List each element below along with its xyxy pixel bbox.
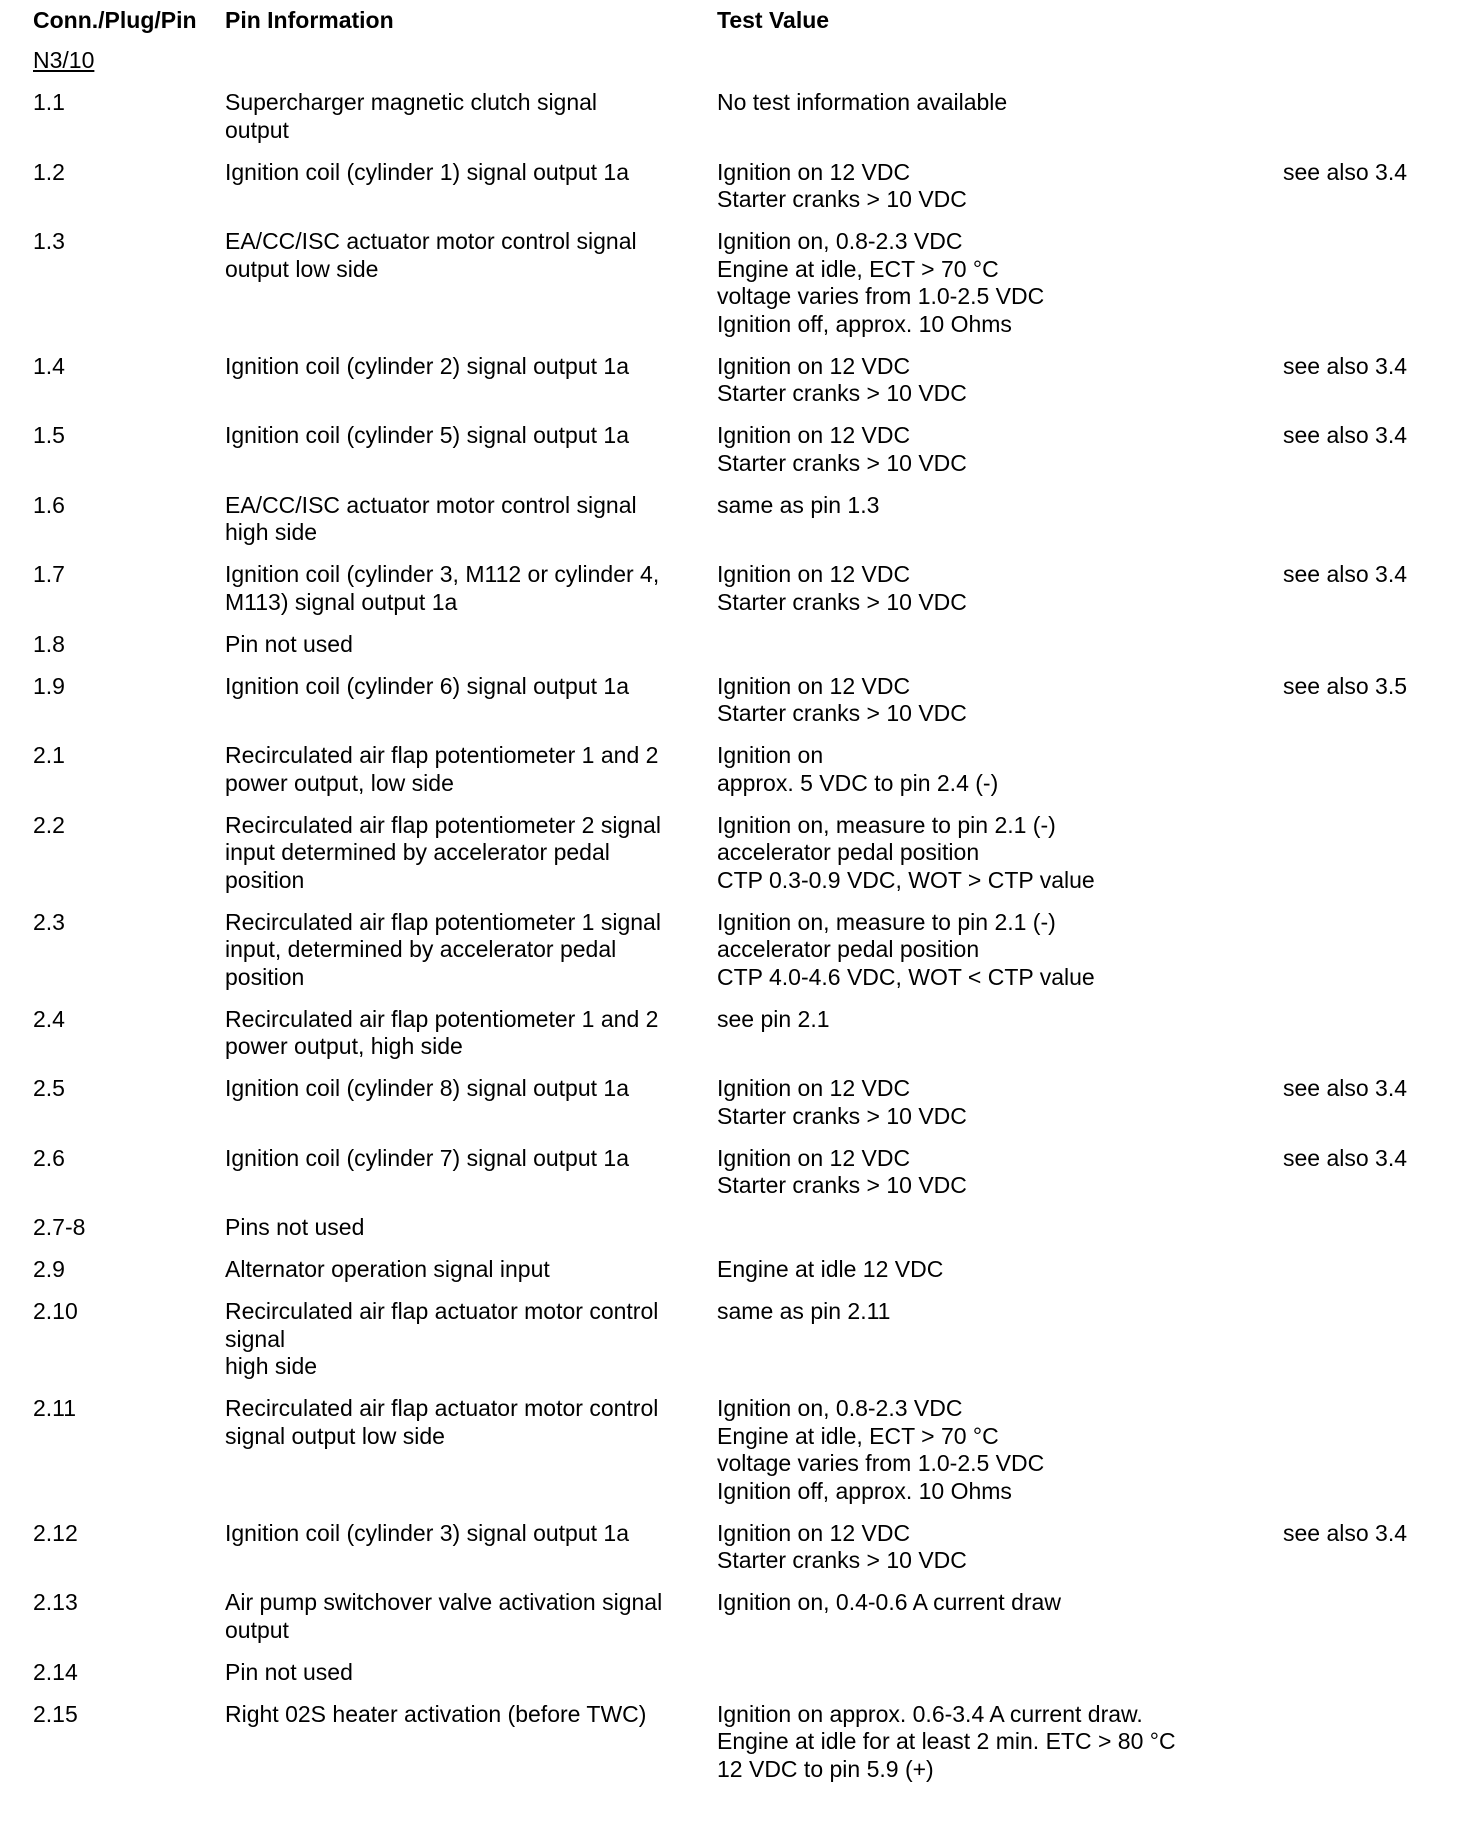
- pin-number: 1.4: [33, 352, 65, 379]
- pin-information-line: output low side: [225, 255, 379, 282]
- table-row: [33, 1589, 1453, 1659]
- pin-information: [225, 673, 713, 701]
- pin-number: 2.1: [33, 742, 65, 768]
- test-value-line: Starter cranks > 10 VDC: [717, 186, 967, 212]
- test-value-line: Ignition on 12 VDC: [717, 1075, 911, 1101]
- test-value-line: same as pin 2.11: [717, 1298, 891, 1324]
- test-value: [717, 1298, 1237, 1326]
- pin-information-line: Ignition coil (cylinder 3) signal output 1a: [225, 1519, 630, 1546]
- pin-information: [225, 1520, 713, 1548]
- see-also-note: see also 3.4: [1283, 561, 1408, 587]
- pin-information: [225, 742, 713, 797]
- table-row: [33, 159, 1453, 229]
- test-value-line: Engine at idle for at least 2 min. ETC > 80 °C: [717, 1728, 1176, 1754]
- test-value-line: Starter cranks > 10 VDC: [717, 1172, 967, 1198]
- test-value-line: Engine at idle, ECT > 70 °C: [717, 1422, 999, 1449]
- pin-information-line: signal output low side: [225, 1422, 445, 1449]
- pin-information-line: Right 02S heater activation (before TWC): [225, 1700, 647, 1727]
- pin-information-line: high side: [225, 1353, 318, 1379]
- pin-information: [225, 353, 713, 381]
- table-row: [33, 353, 1453, 423]
- table-row: [33, 1256, 1453, 1298]
- table-row: [33, 561, 1453, 631]
- table-row: [33, 228, 1453, 353]
- pin-information-line: Ignition coil (cylinder 2) signal output 1a: [225, 352, 630, 379]
- test-value-line: Starter cranks > 10 VDC: [717, 700, 967, 726]
- pin-information-line: signal: [225, 1325, 286, 1352]
- pin-number: 2.7-8: [33, 1214, 86, 1240]
- test-value: [717, 492, 1237, 520]
- test-value-line: Ignition off, approx. 10 Ohms: [717, 1477, 1012, 1504]
- test-value-line: Ignition on, 0.8-2.3 VDC: [717, 228, 963, 254]
- pin-information: [225, 228, 713, 283]
- pinout-document: [33, 0, 1453, 1798]
- pin-information-line: position: [225, 866, 305, 893]
- see-also-note: see also 3.4: [1283, 422, 1408, 448]
- pin-number: 1.7: [33, 561, 65, 587]
- table-row: [33, 89, 1453, 159]
- pin-number: 2.10: [33, 1298, 78, 1324]
- table-row: [33, 1298, 1453, 1395]
- see-also-note: see also 3.5: [1283, 672, 1408, 699]
- test-value: [717, 561, 1237, 616]
- pin-information: [225, 1298, 713, 1381]
- pin-information-line: Ignition coil (cylinder 3, M112 or cylinder 4,: [225, 561, 660, 587]
- pin-information-line: EA/CC/ISC actuator motor control signal: [225, 228, 637, 254]
- see-also-note: see also 3.4: [1283, 158, 1408, 185]
- test-value: [717, 1520, 1237, 1575]
- pin-number: 1.1: [33, 89, 65, 115]
- pin-information-line: Alternator operation signal input: [225, 1256, 550, 1282]
- pin-information-line: power output, low side: [225, 769, 454, 796]
- pin-information-line: Recirculated air flap potentiometer 2 signal: [225, 811, 661, 838]
- pin-information-line: Air pump switchover valve activation signal: [225, 1589, 663, 1615]
- connector-label: N3/10: [33, 47, 95, 73]
- pin-information: [225, 422, 713, 450]
- test-value-line: Ignition on 12 VDC: [717, 352, 911, 379]
- test-value-line: Ignition on approx. 0.6-3.4 A current draw.: [717, 1700, 1143, 1727]
- test-value-line: Ignition on, measure to pin 2.1 (-): [717, 908, 1056, 935]
- pin-information: [225, 812, 713, 895]
- test-value-line: No test information available: [717, 89, 1008, 115]
- pin-number: 2.2: [33, 811, 65, 838]
- test-value-line: Ignition on 12 VDC: [717, 1144, 911, 1171]
- header-pin-information: Pin Information: [225, 7, 394, 33]
- test-value-line: accelerator pedal position: [717, 839, 980, 865]
- pin-information: [225, 1145, 713, 1173]
- test-value: [717, 742, 1237, 797]
- pin-information-line: Ignition coil (cylinder 8) signal output 1a: [225, 1075, 630, 1101]
- test-value-line: approx. 5 VDC to pin 2.4 (-): [717, 769, 999, 796]
- pin-information-line: position: [225, 963, 305, 990]
- test-value-line: Ignition on 12 VDC: [717, 158, 911, 185]
- pin-information-line: Recirculated air flap potentiometer 1 and 2: [225, 742, 659, 768]
- pin-information-line: input, determined by accelerator pedal: [225, 936, 617, 962]
- pin-number: 1.3: [33, 228, 65, 254]
- test-value-line: Starter cranks > 10 VDC: [717, 449, 967, 476]
- table-row: [33, 1520, 1453, 1590]
- test-value: [717, 159, 1237, 214]
- pin-number: 2.5: [33, 1075, 65, 1101]
- pin-number: 2.13: [33, 1589, 78, 1615]
- header-test-value: Test Value: [717, 7, 830, 33]
- test-value: [717, 1701, 1237, 1784]
- pin-number: 2.12: [33, 1519, 78, 1546]
- header-pin: Conn./Plug/Pin: [33, 7, 197, 33]
- pin-information-line: Recirculated air flap potentiometer 1 and 2: [225, 1005, 659, 1032]
- test-value-line: Starter cranks > 10 VDC: [717, 588, 967, 615]
- test-value: [717, 1589, 1237, 1617]
- test-value-line: Engine at idle, ECT > 70 °C: [717, 255, 999, 282]
- test-value-line: Ignition on, 0.8-2.3 VDC: [717, 1395, 963, 1421]
- pin-information-line: Pins not used: [225, 1214, 365, 1240]
- table-row: [33, 1395, 1453, 1520]
- see-also-note: see also 3.4: [1283, 352, 1408, 379]
- table-row: [33, 1701, 1453, 1798]
- test-value-line: Starter cranks > 10 VDC: [717, 1102, 967, 1129]
- test-value-line: CTP 0.3-0.9 VDC, WOT > CTP value: [717, 866, 1095, 893]
- pin-information: [225, 909, 713, 992]
- pin-number: 2.9: [33, 1256, 65, 1282]
- table-row: [33, 742, 1453, 812]
- pin-information-line: Ignition coil (cylinder 6) signal output 1a: [225, 672, 630, 699]
- test-value-line: Ignition on: [717, 742, 824, 768]
- test-value-line: Starter cranks > 10 VDC: [717, 1547, 967, 1573]
- test-value-line: Ignition on 12 VDC: [717, 1519, 911, 1546]
- test-value-line: Starter cranks > 10 VDC: [717, 380, 967, 406]
- test-value-line: 12 VDC to pin 5.9 (+): [717, 1755, 934, 1782]
- pin-information-line: output: [225, 116, 289, 143]
- pin-information-line: input determined by accelerator pedal: [225, 839, 610, 865]
- test-value-line: Ignition on 12 VDC: [717, 672, 911, 699]
- pin-information-line: output: [225, 1616, 289, 1643]
- pin-information: [225, 631, 713, 659]
- test-value: [717, 353, 1237, 408]
- pin-information: [225, 89, 713, 144]
- see-also-note: see also 3.4: [1283, 1075, 1408, 1101]
- pin-information-line: Recirculated air flap actuator motor control: [225, 1298, 659, 1324]
- table-row: [33, 909, 1453, 1006]
- pin-information-line: Recirculated air flap actuator motor control: [225, 1395, 659, 1421]
- test-value: [717, 1006, 1237, 1034]
- test-value-line: voltage varies from 1.0-2.5 VDC: [717, 283, 1045, 309]
- pin-information: [225, 1701, 713, 1729]
- pin-information: [225, 1589, 713, 1644]
- pin-information: [225, 1659, 713, 1687]
- pin-information-line: Recirculated air flap potentiometer 1 signal: [225, 908, 661, 935]
- pin-number: 2.6: [33, 1144, 65, 1171]
- pin-number: 1.6: [33, 491, 65, 518]
- test-value: [717, 1256, 1237, 1284]
- test-value: [717, 909, 1237, 992]
- pin-information-line: EA/CC/ISC actuator motor control signal: [225, 491, 637, 518]
- table-row: [33, 1659, 1453, 1701]
- table-row: [33, 1075, 1453, 1145]
- pin-number: 1.2: [33, 158, 65, 185]
- pin-information-line: Pin not used: [225, 1658, 353, 1685]
- test-value: [717, 228, 1237, 338]
- table-row: [33, 492, 1453, 562]
- pin-number: 1.5: [33, 422, 65, 448]
- table-row: [33, 422, 1453, 492]
- pin-information: [225, 1006, 713, 1061]
- test-value: [717, 812, 1237, 895]
- table-header: [33, 0, 1453, 40]
- pin-information-line: power output, high side: [225, 1033, 463, 1059]
- test-value-line: Ignition on, measure to pin 2.1 (-): [717, 811, 1056, 838]
- pin-table: [33, 89, 1453, 1798]
- pin-number: 1.9: [33, 672, 65, 699]
- test-value-line: see pin 2.1: [717, 1005, 830, 1032]
- table-row: [33, 1145, 1453, 1215]
- test-value: [717, 1395, 1237, 1505]
- test-value-line: Ignition on 12 VDC: [717, 561, 911, 587]
- test-value-line: voltage varies from 1.0-2.5 VDC: [717, 1450, 1045, 1476]
- test-value: [717, 89, 1237, 117]
- pin-information-line: Pin not used: [225, 630, 353, 657]
- pin-number: 2.4: [33, 1005, 65, 1032]
- pin-information: [225, 1214, 713, 1242]
- pin-information: [225, 561, 713, 616]
- pin-information: [225, 1395, 713, 1450]
- test-value: [717, 1145, 1237, 1200]
- test-value-line: Engine at idle 12 VDC: [717, 1256, 944, 1282]
- pin-information: [225, 1256, 713, 1284]
- pin-information: [225, 492, 713, 547]
- test-value-line: same as pin 1.3: [717, 491, 880, 518]
- pin-number: 2.14: [33, 1658, 78, 1685]
- test-value: [717, 422, 1237, 477]
- see-also-note: see also 3.4: [1283, 1519, 1408, 1546]
- pin-number: 2.15: [33, 1700, 78, 1727]
- test-value-line: Ignition on, 0.4-0.6 A current draw: [717, 1589, 1061, 1615]
- pin-information-line: Ignition coil (cylinder 7) signal output 1a: [225, 1144, 630, 1171]
- pin-information-line: Supercharger magnetic clutch signal: [225, 89, 598, 115]
- pin-information-line: high side: [225, 519, 318, 545]
- pin-number: 1.8: [33, 630, 65, 657]
- table-row: [33, 812, 1453, 909]
- test-value-line: Ignition on 12 VDC: [717, 422, 911, 448]
- test-value-line: accelerator pedal position: [717, 936, 980, 962]
- pin-number: 2.3: [33, 908, 65, 935]
- test-value-line: Ignition off, approx. 10 Ohms: [717, 310, 1012, 337]
- see-also-note: see also 3.4: [1283, 1144, 1408, 1171]
- pin-number: 2.11: [33, 1395, 77, 1421]
- test-value: [717, 673, 1237, 728]
- pin-information-line: Ignition coil (cylinder 1) signal output 1a: [225, 158, 630, 185]
- pin-information-line: Ignition coil (cylinder 5) signal output 1a: [225, 422, 630, 448]
- pin-information: [225, 159, 713, 187]
- table-row: [33, 673, 1453, 743]
- pin-information: [225, 1075, 713, 1103]
- test-value: [717, 1075, 1237, 1130]
- table-row: [33, 1006, 1453, 1076]
- table-row: [33, 1214, 1453, 1256]
- pin-information-line: M113) signal output 1a: [225, 588, 458, 615]
- test-value-line: CTP 4.0-4.6 VDC, WOT < CTP value: [717, 963, 1095, 990]
- table-row: [33, 631, 1453, 673]
